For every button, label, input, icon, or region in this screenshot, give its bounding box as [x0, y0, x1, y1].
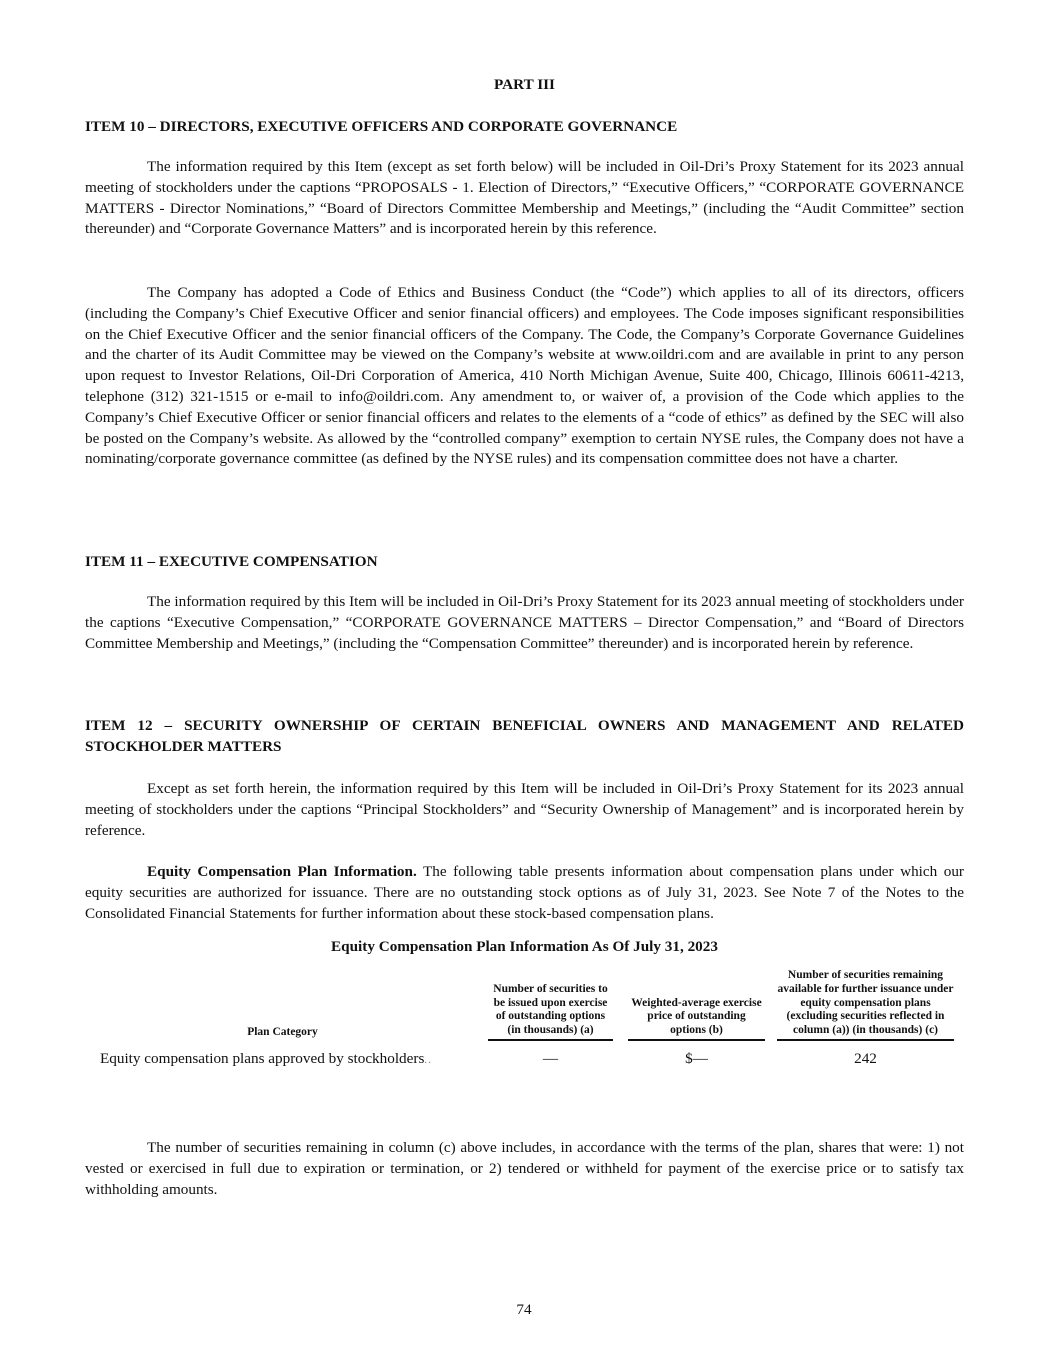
- item10-paragraph-1: The information required by this Item (except as set forth below) will be included in Oil-Dri’s Proxy Statement for its 2023 annual meeting of stockholders under the captions “PROPOSALS - 1. Election of Directors,” “Executive Officers,” “CORPORATE GOVERNANCE MATTERS - Director Nominations,” “Board of Directors Committee Membership and Meetings,” (including the “Audit Committee” section thereunder) and “Corporate Governance Matters” and is incorporated herein by this reference.: [85, 158, 964, 238]
- table-row: [85, 1041, 954, 1069]
- item10-heading: ITEM 10 – DIRECTORS, EXECUTIVE OFFICERS AND CORPORATE GOVERNANCE: [85, 118, 678, 135]
- row-value-b: $—: [685, 1049, 708, 1067]
- table-title: Equity Compensation Plan Information As Of July 31, 2023: [331, 938, 718, 955]
- table-header-row: [85, 969, 954, 1041]
- page-number: 74: [516, 1301, 532, 1318]
- equity-plan-text: The following table presents information about compensation plans under which our equity securities are authorized for issuance. There are no outstanding stock options as of July 31, 2023. See Note 7 of the Notes to the Consolidated Financial Statements for further information about these stock-based compensation plans.: [85, 863, 964, 922]
- equity-plan-lead: Equity Compensation Plan Information.: [147, 863, 417, 880]
- leader-dots: ..: [424, 1053, 432, 1066]
- item12-heading: ITEM 12 – SECURITY OWNERSHIP OF CERTAIN BENEFICIAL OWNERS AND MANAGEMENT AND RELATED STOCKHOLDER MATTERS: [85, 717, 964, 755]
- part-title: PART III: [494, 76, 555, 93]
- item12-paragraph-2: [85, 862, 964, 924]
- row-category: Equity compensation plans approved by stockholders..: [100, 1049, 432, 1067]
- row-value-c: 242: [854, 1049, 877, 1067]
- item11-paragraph-1: The information required by this Item will be included in Oil-Dri’s Proxy Statement for its 2023 annual meeting of stockholders under the captions “Executive Compensation,” “CORPORATE GOVERNANCE MATTERS – Director Compensation,” and “Board of Directors Committee Membership and Meetings,” (including the “Compensation Committee” thereunder) and is incorporated herein by reference.: [85, 593, 964, 652]
- item12-paragraph-1: Except as set forth herein, the information required by this Item will be included in Oil-Dri’s Proxy Statement for its 2023 annual meeting of stockholders under the captions “Principal Stockholders” and “Security Ownership of Management” and is incorporated herein by reference.: [85, 780, 964, 839]
- row-value-a: —: [542, 1049, 559, 1067]
- col-header-a: Number of securities to be issued upon exercise of outstanding options (in thousands) (a): [488, 969, 613, 1041]
- col-header-b: Weighted-average exercise price of outstanding options (b): [628, 969, 765, 1041]
- item11-heading: ITEM 11 – EXECUTIVE COMPENSATION: [85, 553, 378, 570]
- equity-compensation-table: [85, 969, 954, 1069]
- col-header-c: Number of securities remaining available for further issuance under equity compensation plans (excluding securities reflected in column (a)) (in thousands) (c): [777, 969, 954, 1041]
- item10-paragraph-2: The Company has adopted a Code of Ethics and Business Conduct (the “Code”) which applies to all of its directors, officers (including the Company’s Chief Executive Officer and senior financial officers) and employees. The Code imposes significant responsibilities on the Chief Executive Officer and the senior financial officers of the Company. The Code, the Company’s Corporate Governance Guidelines and the charter of its Audit Committee may be viewed on the Company’s website at www.oildri.com and are available in print to any person upon request to Investor Relations, Oil-Dri Corporation of America, 410 North Michigan Avenue, Suite 400, Chicago, Illinois 60611-4213, telephone (312) 321-1515 or e-mail to info@oildri.com. Any amendment to, or waiver of, a provision of the Code which applies to the Company’s Chief Executive Officer or senior financial officers and relates to the elements of a “code of ethics” as defined by the SEC will also be posted on the Company’s website. As allowed by the “controlled company” exemption to certain NYSE rules, the Company does not have a nominating/corporate governance committee (as defined by the NYSE rules) and its compensation committee does not have a charter.: [85, 284, 964, 468]
- item12-paragraph-3: The number of securities remaining in column (c) above includes, in accordance with the terms of the plan, shares that were: 1) not vested or exercised in full due to expiration or termination, or 2) tendered or withheld for payment of the exercise price or to satisfy tax withholding amounts.: [85, 1139, 964, 1198]
- col-header-plan-category: Plan Category: [247, 1026, 318, 1039]
